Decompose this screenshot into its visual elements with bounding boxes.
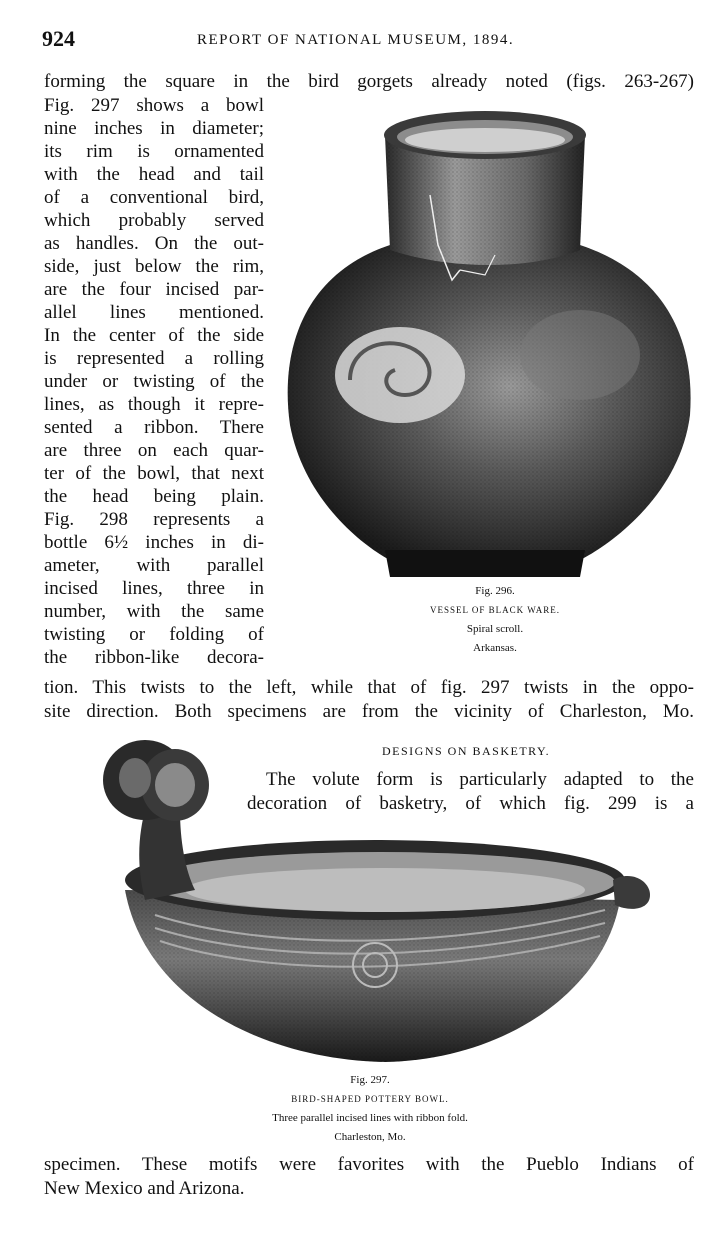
narrow-line: are three on each quar- bbox=[44, 440, 264, 461]
narrow-line: bottle 6½ inches in di- bbox=[44, 532, 264, 553]
section-heading: DESIGNS ON BASKETRY. bbox=[382, 744, 551, 758]
narrow-line: the ribbon-like decora- bbox=[44, 647, 264, 668]
basketry-line: The volute form is particularly adapted to the bbox=[266, 769, 694, 790]
body-final-line: specimen. These motifs were favorites with the Pueblo Indians of bbox=[44, 1154, 694, 1175]
figure-296-title: VESSEL OF BLACK WARE. bbox=[429, 605, 560, 615]
narrow-line: In the center of the side bbox=[44, 325, 264, 346]
vessel-illustration bbox=[280, 95, 695, 585]
narrow-line: nine inches in diameter; bbox=[44, 118, 264, 139]
narrow-line: ter of the bowl, that next bbox=[44, 463, 264, 484]
figure-297-title: BIRD-SHAPED POTTERY BOWL. bbox=[291, 1094, 449, 1104]
narrow-line: number, with the same bbox=[44, 601, 264, 622]
narrow-line: is represented a rolling bbox=[44, 348, 264, 369]
body-final-line: New Mexico and Arizona. bbox=[44, 1178, 245, 1199]
narrow-line: twisting or folding of bbox=[44, 624, 264, 645]
figure-297-line2: Charleston, Mo. bbox=[334, 1131, 406, 1143]
body-full-line: tion. This twists to the left, while that of fig. 297 twists in the oppo- bbox=[44, 677, 694, 698]
figure-296-line1: Spiral scroll. bbox=[466, 623, 524, 635]
figure-296-caption bbox=[380, 582, 610, 658]
narrow-line: as handles. On the out- bbox=[44, 233, 264, 254]
bowl-illustration bbox=[85, 740, 655, 1070]
narrow-line: lines, as though it repre- bbox=[44, 394, 264, 415]
narrow-line: incised lines, three in bbox=[44, 578, 264, 599]
narrow-line: allel lines mentioned. bbox=[44, 302, 264, 323]
narrow-line: with the head and tail bbox=[44, 164, 264, 185]
page-header bbox=[42, 26, 692, 52]
figure-297-label: Fig. 297. bbox=[350, 1074, 390, 1086]
narrow-line: Fig. 297 shows a bowl bbox=[44, 95, 264, 116]
narrow-line: the head being plain. bbox=[44, 486, 264, 507]
body-line-top: forming the square in the bird gorgets already noted (figs. 263-267) bbox=[44, 71, 694, 92]
figure-296-line2: Arkansas. bbox=[473, 642, 517, 654]
narrow-line: side, just below the rim, bbox=[44, 256, 264, 277]
basketry-line: decoration of basketry, of which fig. 299 is a bbox=[247, 793, 694, 814]
narrow-line: under or twisting of the bbox=[44, 371, 264, 392]
body-full-line: site direction. Both specimens are from the vicinity of Charleston, Mo. bbox=[44, 701, 694, 722]
narrow-line: sented a ribbon. There bbox=[44, 417, 264, 438]
narrow-line: Fig. 298 represents a bbox=[44, 509, 264, 530]
page-number: 924 bbox=[42, 26, 75, 51]
narrow-line: of a conventional bird, bbox=[44, 187, 264, 208]
narrow-line: which probably served bbox=[44, 210, 264, 231]
running-head: REPORT OF NATIONAL MUSEUM, 1894. bbox=[197, 32, 515, 48]
figure-296-label: Fig. 296. bbox=[475, 585, 515, 597]
figure-297-caption bbox=[210, 1071, 530, 1147]
narrow-line: are the four incised par- bbox=[44, 279, 264, 300]
narrow-line: its rim is ornamented bbox=[44, 141, 264, 162]
narrow-line: ameter, with parallel bbox=[44, 555, 264, 576]
figure-297-line1: Three parallel incised lines with ribbon fold. bbox=[272, 1112, 468, 1124]
